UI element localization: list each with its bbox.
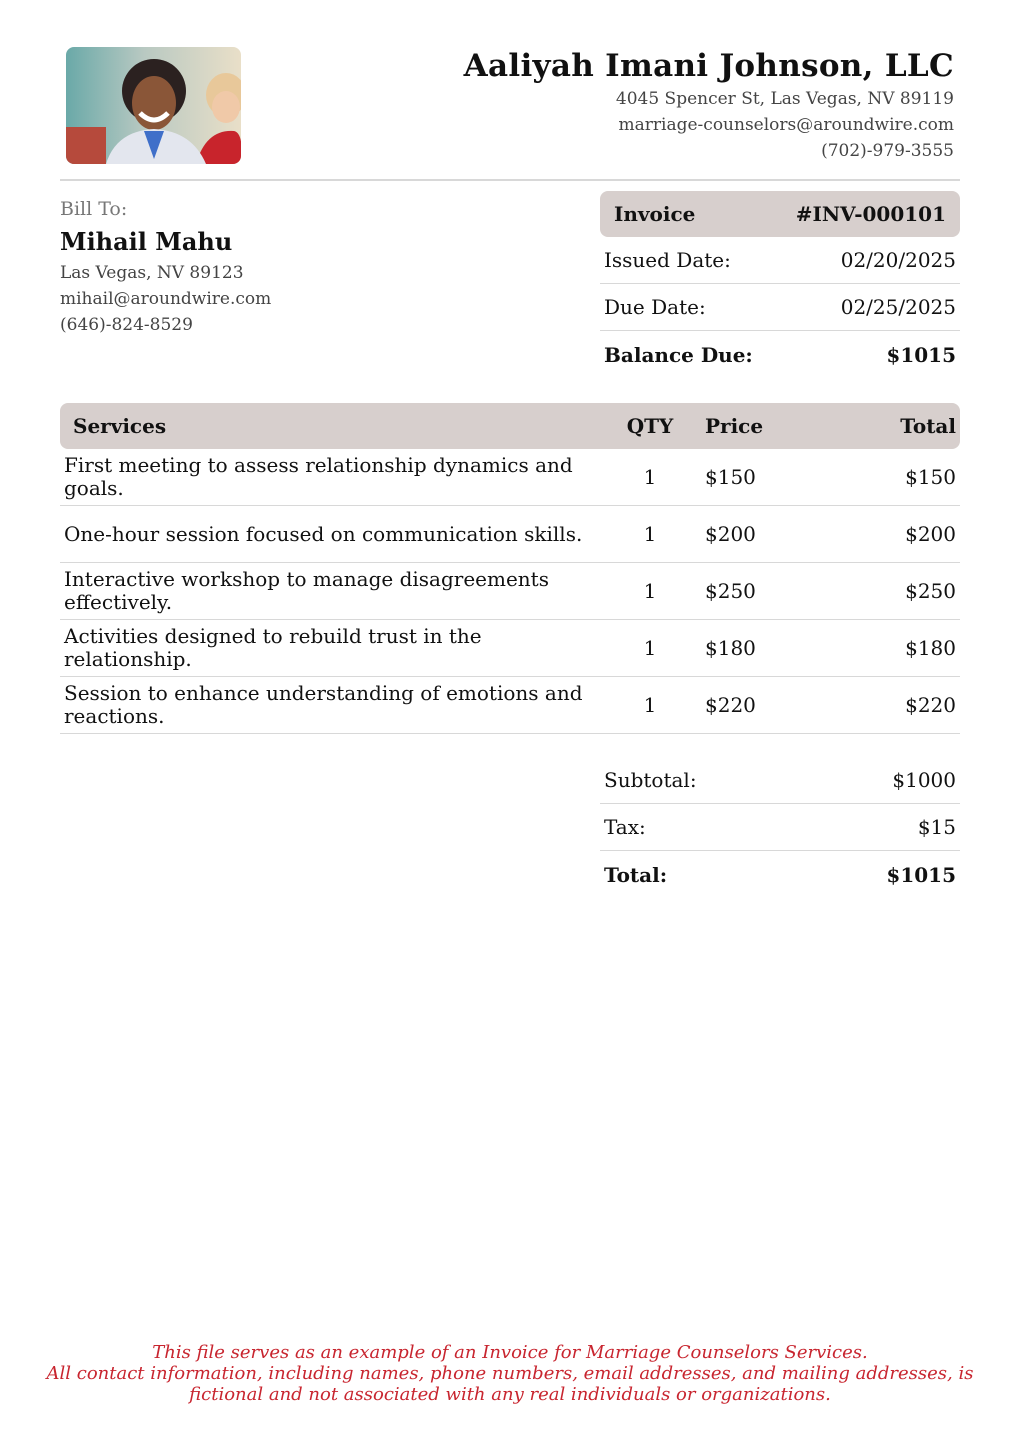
table-row	[60, 449, 960, 506]
row-total: $220	[905, 693, 956, 717]
balance-due-value: $1015	[886, 342, 956, 367]
disclaimer-footer	[0, 1342, 1020, 1405]
row-description: One-hour session focused on communication skills.	[64, 521, 583, 546]
company-email: marriage-counselors@aroundwire.com	[618, 115, 954, 135]
due-date-value: 02/25/2025	[840, 295, 956, 319]
row-total: $200	[905, 522, 956, 546]
disclaimer-line-3: fictional and not associated with any real individuals or organizations.	[189, 1384, 831, 1405]
header-price: Price	[705, 414, 764, 438]
row-description: Activities designed to rebuild trust in the relationship.	[64, 624, 482, 671]
header-qty: QTY	[626, 414, 674, 438]
row-price: $180	[705, 636, 756, 660]
bill-to-phone: (646)-824-8529	[60, 315, 193, 335]
invoice-header	[600, 191, 960, 237]
bill-to-name: Mihail Mahu	[60, 227, 233, 256]
total-label: Total:	[604, 862, 668, 887]
row-total: $150	[905, 465, 956, 489]
company-info	[464, 46, 954, 164]
disclaimer-line-2: All contact information, including names, phone numbers, email addresses, and mailing addresses, is	[46, 1363, 974, 1384]
row-price: $200	[705, 522, 756, 546]
balance-due-label: Balance Due:	[604, 342, 753, 367]
header-services: Services	[73, 414, 167, 438]
invoice-summary	[600, 191, 960, 378]
row-qty: 1	[643, 522, 657, 546]
total-row	[600, 851, 960, 898]
header-total: Total	[900, 414, 956, 438]
totals-block	[600, 757, 960, 898]
company-name: Aaliyah Imani Johnson, LLC	[463, 48, 954, 84]
issued-date-row	[600, 237, 960, 284]
row-description: First meeting to assess relationship dynamics and goals.	[64, 453, 573, 500]
row-description: Interactive workshop to manage disagreements effectively.	[64, 567, 549, 614]
row-price: $150	[705, 465, 756, 489]
subtotal-label: Subtotal:	[604, 768, 697, 792]
bill-to-address: Las Vegas, NV 89123	[60, 263, 244, 283]
due-date-label: Due Date:	[604, 295, 706, 319]
invoice-label: Invoice	[614, 202, 696, 226]
row-qty: 1	[643, 636, 657, 660]
company-address: 4045 Spencer St, Las Vegas, NV 89119	[615, 89, 954, 109]
row-price: $250	[705, 579, 756, 603]
tax-row	[600, 804, 960, 851]
subtotal-value: $1000	[892, 768, 956, 792]
services-header	[60, 403, 960, 449]
bill-to-label: Bill To:	[60, 198, 128, 220]
disclaimer-line-1: This file serves as an example of an Invoice for Marriage Counselors Services.	[152, 1342, 868, 1363]
row-total: $180	[905, 636, 956, 660]
issued-date-label: Issued Date:	[604, 248, 731, 272]
table-row	[60, 620, 960, 677]
row-price: $220	[705, 693, 756, 717]
table-row	[60, 677, 960, 734]
row-qty: 1	[643, 465, 657, 489]
row-qty: 1	[643, 693, 657, 717]
tax-label: Tax:	[604, 815, 646, 839]
bill-to-email: mihail@aroundwire.com	[60, 289, 272, 309]
counselor-photo	[66, 47, 241, 164]
issued-date-value: 02/20/2025	[840, 248, 956, 272]
balance-due-row	[600, 331, 960, 378]
row-qty: 1	[643, 579, 657, 603]
table-row	[60, 506, 960, 563]
row-description: Session to enhance understanding of emotions and reactions.	[64, 681, 583, 728]
total-value: $1015	[886, 862, 956, 887]
due-date-row	[600, 284, 960, 331]
row-total: $250	[905, 579, 956, 603]
tax-value: $15	[917, 815, 956, 839]
subtotal-row	[600, 757, 960, 804]
table-row	[60, 563, 960, 620]
bill-to-block	[60, 196, 271, 338]
header-divider	[60, 179, 960, 181]
invoice-number: #INV-000101	[795, 202, 946, 226]
services-table	[60, 403, 960, 734]
company-phone: (702)-979-3555	[821, 141, 954, 161]
